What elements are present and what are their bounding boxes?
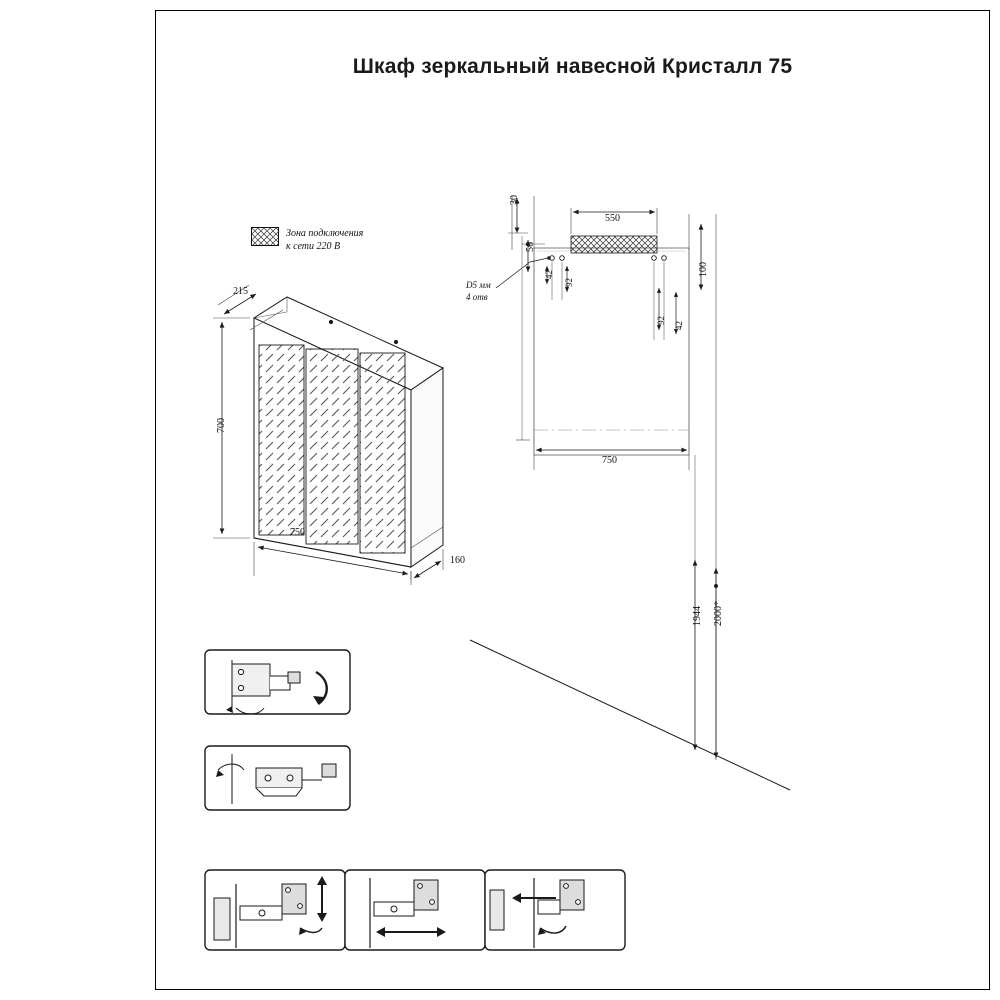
hole-note-line-1: D5 мм [466,280,491,290]
dim-top-offset: 30 [509,195,520,205]
dim-floor-height-2: 2000* [713,601,724,626]
dim-depth-bottom: 160 [450,555,465,566]
dim-slot-width: 550 [605,213,620,224]
hatched-square-icon [251,227,279,246]
hole-note-line-2: 4 отв [466,292,488,302]
dim-right-offset: 100 [698,262,709,277]
legend-line-1: Зона подключения [286,228,364,239]
dim-floor-height-1: 1944 [692,606,703,626]
dim-height: 700 [216,418,227,433]
legend-line-2: к сети 220 В [286,241,341,252]
dim-depth-top: 215 [233,286,248,297]
dim-left-offset: 56 [525,242,536,252]
dim-width: 750 [290,527,305,538]
dim-hole-gap-left-2: 92 [564,278,574,287]
dim-panel-width: 750 [602,455,617,466]
dim-hole-gap-right-1: 92 [656,316,666,325]
page-title: Шкаф зеркальный навесной Кристалл 75 [352,55,793,78]
dim-hole-gap-right-2: 42 [674,321,684,330]
dim-hole-gap-left-1: 42 [544,270,554,279]
